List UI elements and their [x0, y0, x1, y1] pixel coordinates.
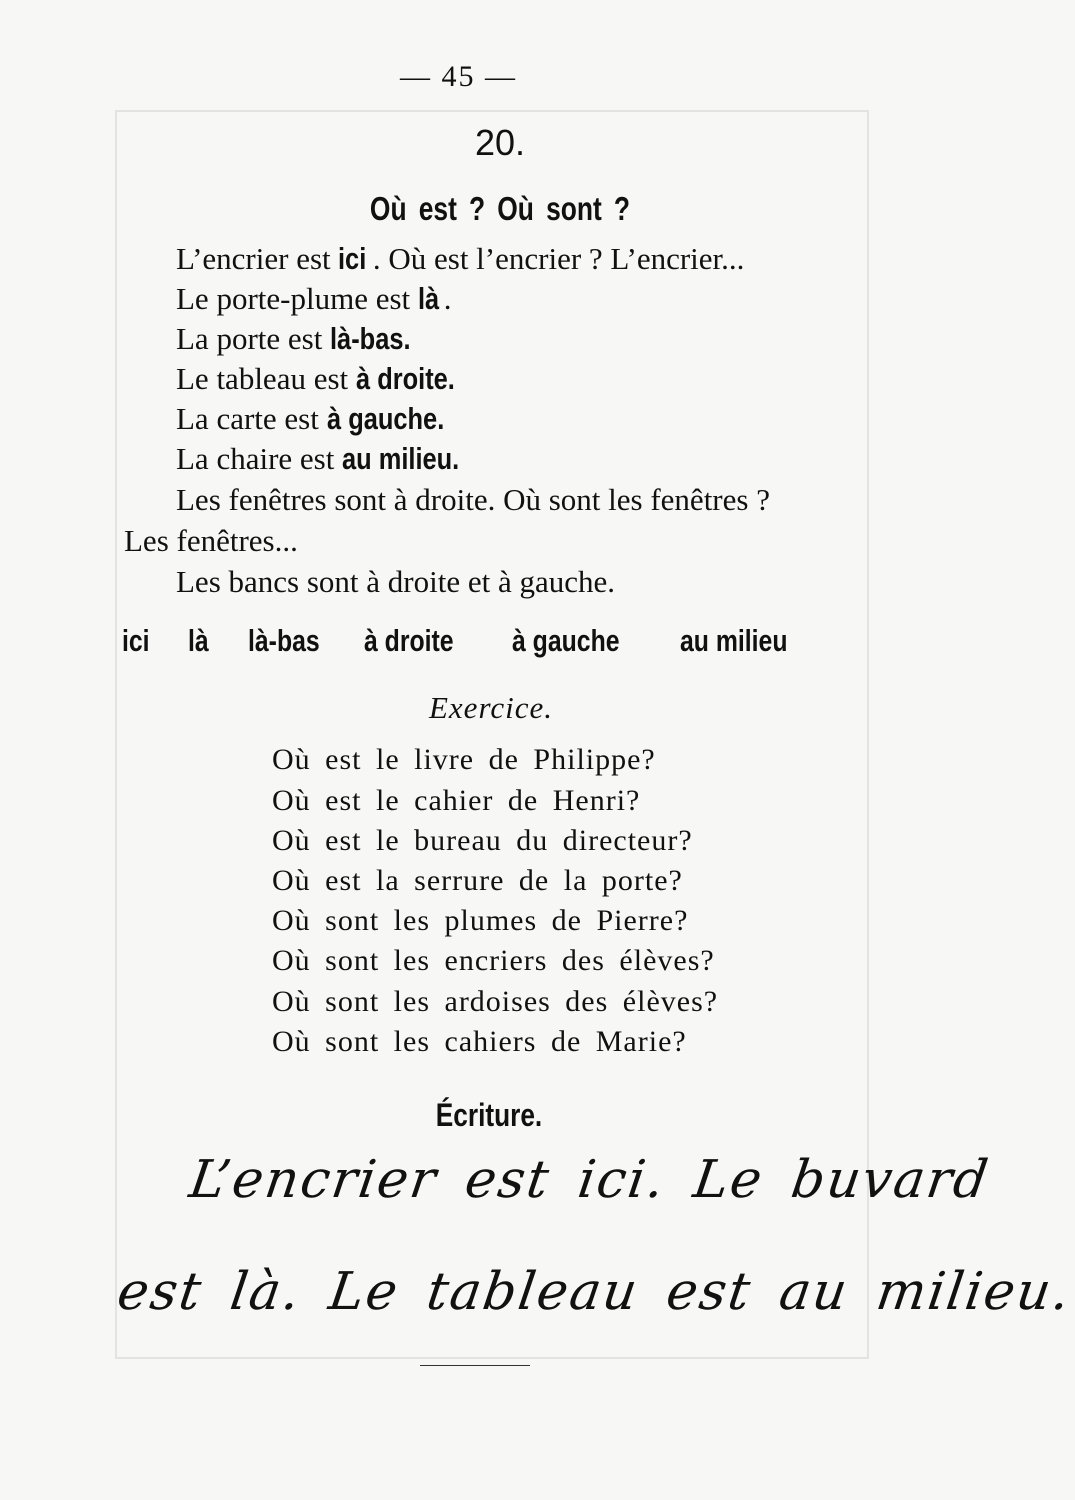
handwriting-line: L’encrier est ici. Le buvard [185, 1150, 994, 1210]
vocabulary-row [122, 623, 822, 659]
text-segment: . Où est l’encrier ? L’encrier... [372, 241, 745, 276]
vocab-word: au milieu [680, 623, 788, 658]
vocab-word: ici [122, 623, 150, 658]
text-segment: Les fenêtres... [124, 523, 298, 558]
lesson-number: 20. [474, 122, 526, 163]
text-line [176, 243, 744, 274]
text-line [176, 323, 428, 354]
page-number: — 45 — [400, 60, 517, 93]
keyword: à droite. [355, 361, 455, 396]
handwriting-line: est là. Le tableau est au milieu. [113, 1262, 1075, 1322]
text-segment: Les bancs sont à droite et à gauche. [176, 564, 615, 599]
keyword: là [417, 281, 440, 316]
keyword: au milieu. [342, 441, 460, 476]
text-line [176, 403, 470, 434]
text-line [176, 363, 476, 394]
text-segment: La porte est [176, 321, 331, 356]
exercise-line: Où sont les ardoises des élèves? [272, 985, 719, 1018]
vocab-word: à gauche [512, 623, 620, 658]
text-line [176, 283, 452, 314]
text-segment: La carte est [176, 401, 327, 436]
text-segment: L’encrier est [176, 241, 339, 276]
exercise-line: Où sont les plumes de Pierre? [272, 904, 689, 937]
text-segment: . [443, 281, 452, 316]
exercise-line: Où sont les encriers des élèves? [272, 944, 715, 977]
keyword: là-bas. [330, 321, 411, 356]
text-segment: La chaire est [176, 441, 343, 476]
exercise-title: Exercice. [428, 690, 553, 725]
text-line [124, 525, 298, 556]
lesson-subtitle: Où est ? Où sont ? [369, 190, 631, 227]
text-segment: Le porte-plume est [176, 281, 418, 316]
exercise-line: Où est le bureau du directeur? [272, 824, 693, 857]
closing-rule [420, 1365, 530, 1366]
vocab-word: à droite [364, 623, 454, 658]
exercise-line: Où est la serrure de la porte? [272, 864, 683, 897]
text-line [176, 566, 615, 597]
text-segment: Les fenêtres sont à droite. Où sont les fenêtres ? [176, 482, 770, 517]
exercise-line: Où est le livre de Philippe? [272, 743, 656, 776]
exercise-line: Où sont les cahiers de Marie? [272, 1025, 687, 1058]
text-line [176, 484, 770, 515]
keyword: à gauche. [326, 401, 444, 436]
keyword: ici [338, 241, 367, 276]
vocab-word: là-bas [248, 623, 320, 658]
exercise-line: Où est le cahier de Henri? [272, 784, 641, 817]
text-segment: Le tableau est [176, 361, 356, 396]
vocab-word: là [188, 623, 209, 658]
writing-title: Écriture. [435, 1097, 543, 1133]
text-line [176, 443, 485, 474]
